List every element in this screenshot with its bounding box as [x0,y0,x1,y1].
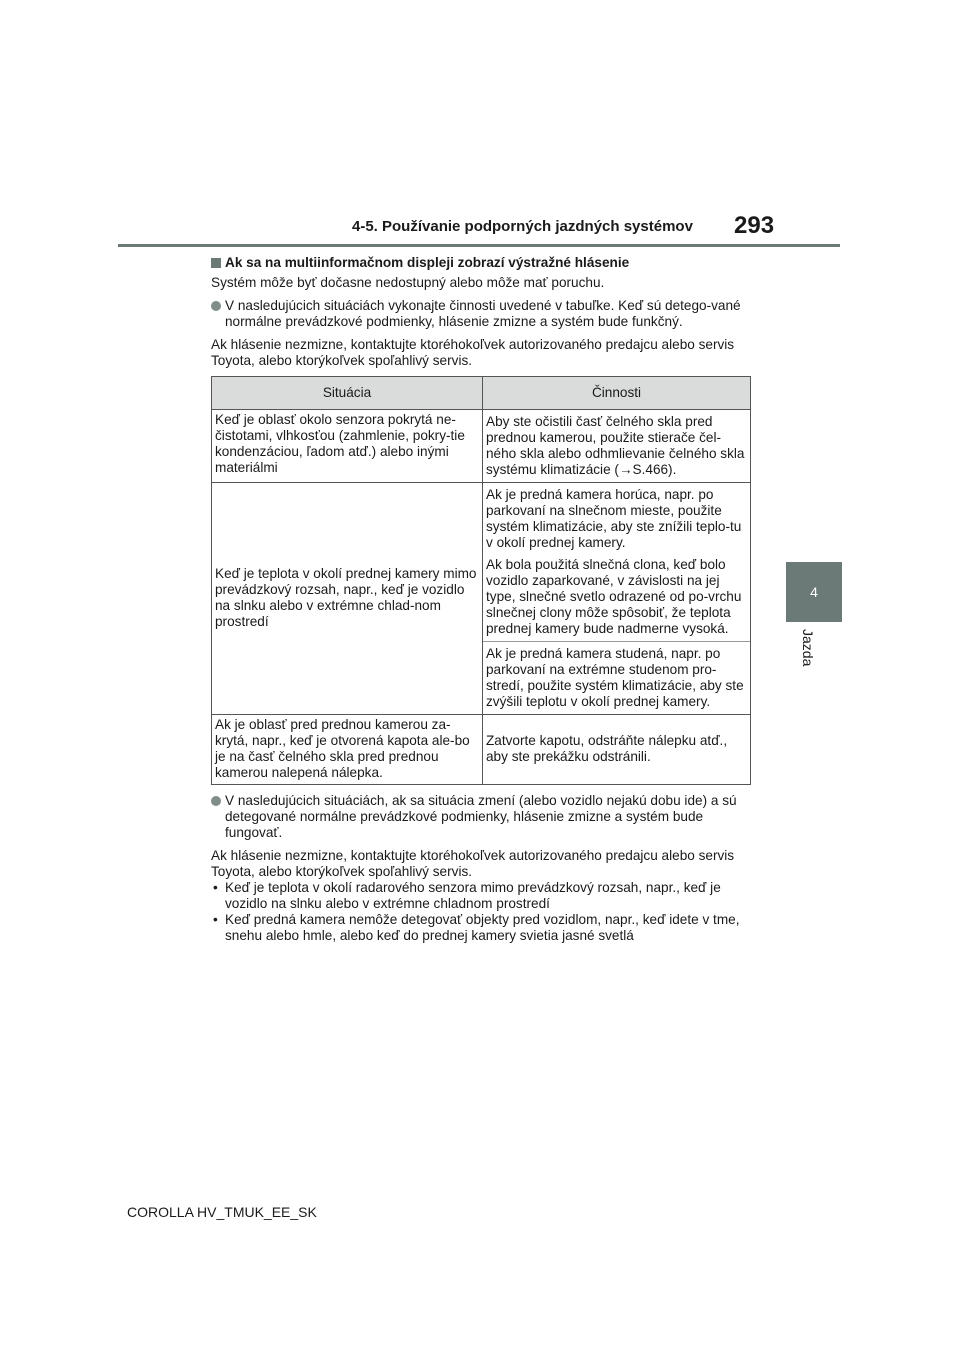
situation-cell: Keď je oblasť okolo senzora pokrytá ne-čistotami, vlhkosťou (zahmlenie, pokry-tie kondenzáciou, ľadom atď.) alebo inými materiálmi [212,410,483,483]
note-text: Ak hlásenie nezmizne, kontaktujte ktoréhokoľvek autorizovaného predajcu alebo servis Toyota, alebo ktorýkoľvek spoľahlivý servis. [211,337,735,368]
table-row [212,715,751,785]
list-item-text: Keď je teplota v okolí radarového senzora mimo prevádzkový rozsah, napr., keď je vozidlo na slnku alebo v extrémne chladnom prostredí [225,880,721,911]
list-mark: • [213,880,218,895]
table-row [212,410,751,483]
action-text: Ak je predná kamera horúca, napr. po parkovaní na slnečnom mieste, použite systém klimatizácie, aby ste znížili teplo-tu v okolí prednej kamery. [486,487,742,550]
action-text: Aby ste očistili časť čelného skla pred prednou kamerou, použite stierače čel-ného skla alebo odhmlievanie čelného skla systému klimatizácie (→S.466). [486,414,745,477]
chapter-label: Jazda [800,629,816,667]
situation-cell: Keď je teplota v okolí prednej kamery mimo prevádzkový rozsah, napr., keď je vozidlo na slnku alebo v extrémne chlad-nom prostredí [212,483,483,715]
header-divider [118,244,840,247]
chapter-tab [786,562,842,622]
note-text: Ak hlásenie nezmizne, kontaktujte ktoréhokoľvek autorizovaného predajcu alebo servis Toyota, alebo ktorýkoľvek spoľahlivý servis. [211,848,735,879]
bullet-item [211,793,756,841]
actions-cell [483,715,751,785]
circle-bullet-icon [211,301,221,311]
bullet-text: V nasledujúcich situáciách, ak sa situácia zmení (alebo vozidlo nejakú dobu ide) a sú detegované normálne prevádzkové podmienky, hlásenie zmizne a systém bude fungovať. [225,793,737,840]
bullet-text: V nasledujúcich situáciách vykonajte činnosti uvedené v tabuľke. Keď sú detego-vané normálne prevádzkové podmienky, hlásenie zmizne a systém bude funkčný. [225,298,741,329]
square-bullet-icon [211,258,221,268]
section-heading-text: Ak sa na multiinformačnom displeji zobrazí výstražné hlásenie [225,255,630,270]
footer-code: COROLLA HV_TMUK_EE_SK [127,1204,317,1220]
condition-list [211,880,756,944]
situation-cell: Ak je oblasť pred prednou kamerou za-krytá, napr., keď je otvorená kapota ale-bo je na časť čelného skla pred prednou kamerou nalepená nálepka. [212,715,483,785]
list-mark: • [213,912,218,927]
page-number: 293 [734,212,775,239]
actions-cell [483,483,751,715]
situation-table [211,376,751,785]
bullet-item [211,298,756,330]
list-item [211,912,756,944]
list-item-text: Keď predná kamera nemôže detegovať objekty pred vozidlom, napr., keď idete v tme, snehu alebo hmle, alebo keď do prednej kamery svietia jasné svetlá [225,912,740,943]
section-heading [211,255,756,271]
table-row [212,483,751,715]
list-item [211,880,756,912]
circle-bullet-icon [211,796,221,806]
section-title: 4-5. Používanie podporných jazdných systémov [352,218,693,235]
main-content [211,255,756,944]
column-header-situation: Situácia [212,377,483,410]
action-text: Zatvorte kapotu, odstráňte nálepku atď., aby ste prekážku odstránili. [486,733,728,764]
table-header-row [212,377,751,410]
actions-cell [483,410,751,483]
action-text: Ak bola použitá slnečná clona, keď bolo vozidlo zaparkované, v závislosti na jej type, slnečné svetlo odrazené od po-vrchu slnečnej clony môže spôsobiť, že teplota prednej kamery bude nadmerne vysoká. [486,557,742,636]
action-text: Ak je predná kamera studená, napr. po parkovaní na extrémne studenom pro-stredí, použite systém klimatizácie, aby ste zvýšili teplotu v okolí prednej kamery. [486,646,744,709]
column-header-actions: Činnosti [483,377,751,410]
chapter-label-container [800,629,830,689]
chapter-number: 4 [810,584,818,600]
intro-text: Systém môže byť dočasne nedostupný alebo môže mať poruchu. [211,275,605,290]
